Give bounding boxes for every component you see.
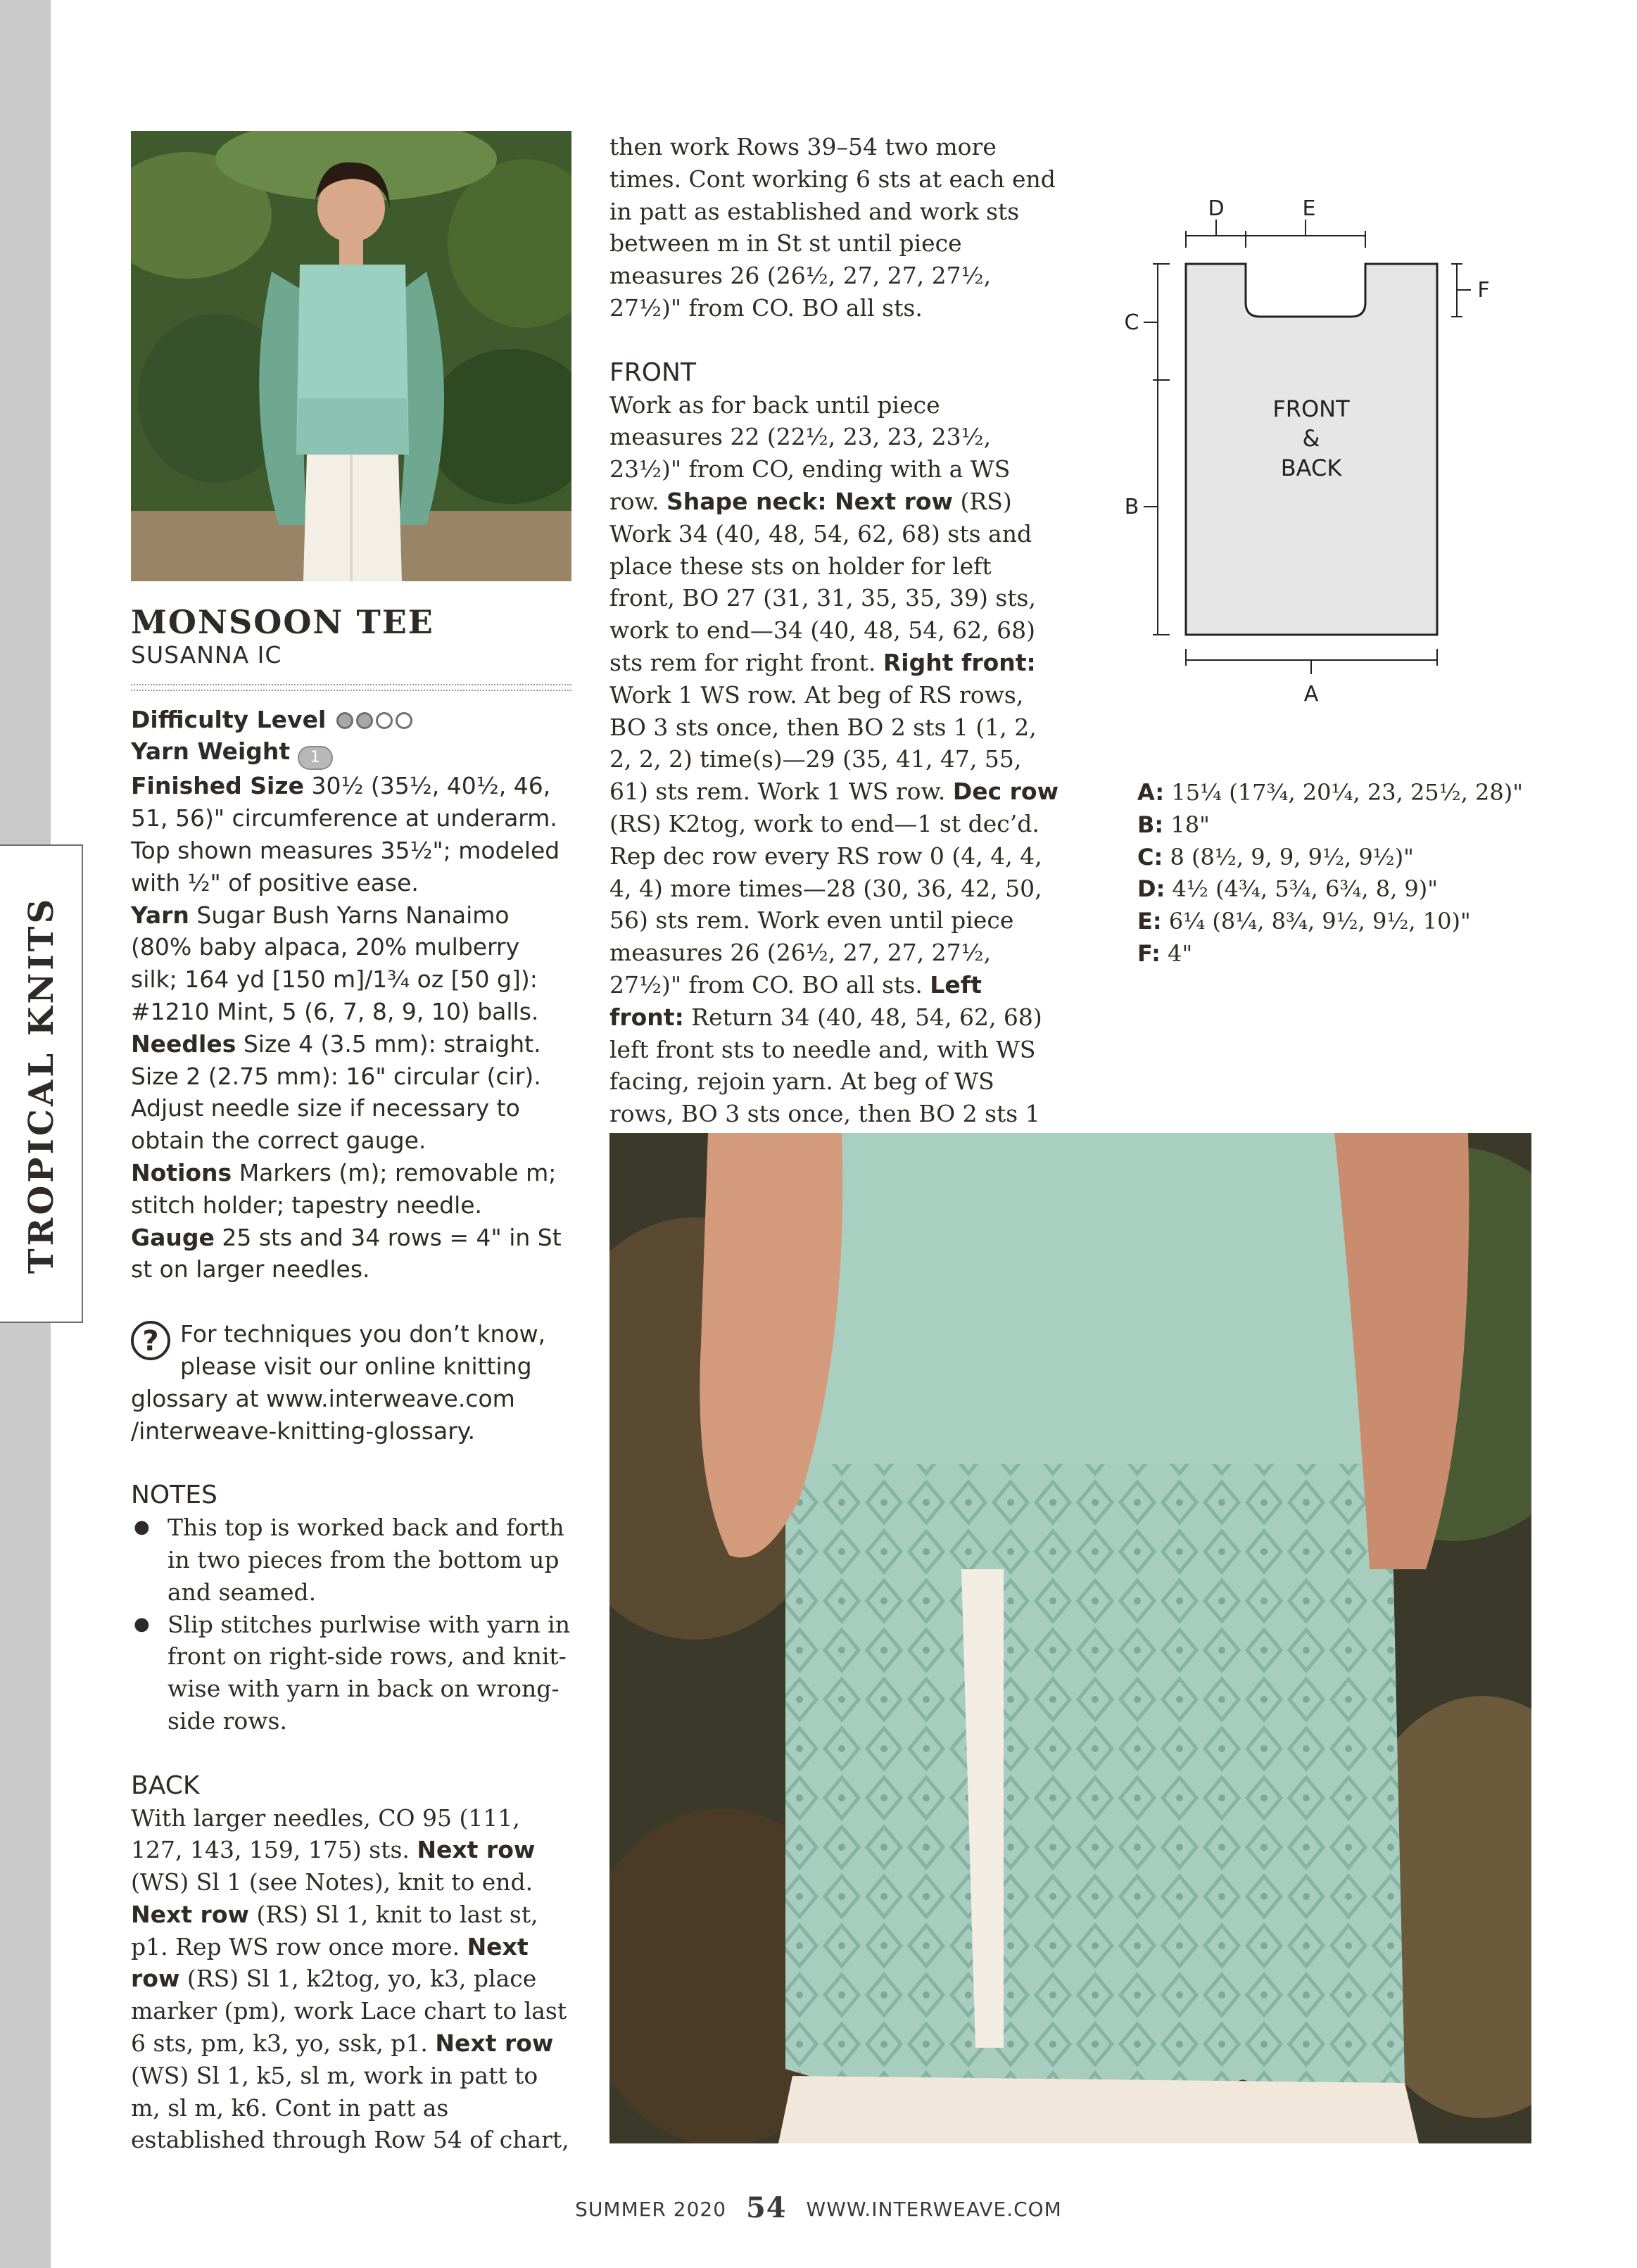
measurement-key: B:: [1137, 811, 1164, 838]
front-bold: Right front:: [883, 648, 1036, 676]
gauge-info: [131, 1222, 571, 1286]
notions-text: Markers (m); removable m; stitch holder; tapestry needle.: [131, 1158, 557, 1219]
difficulty-dots: [334, 706, 412, 733]
back-bold: Next row: [131, 1932, 529, 1993]
section-tab-label: TROPICAL KNITS: [22, 896, 61, 1274]
measurement-key: E:: [1137, 908, 1162, 935]
piece-label-back: BACK: [1280, 455, 1342, 481]
difficulty-label: Difficulty Level: [131, 705, 327, 733]
footer-site: WWW.INTERWEAVE.COM: [806, 2198, 1062, 2221]
section-tab: [0, 844, 83, 1323]
needles-text: Size 4 (3.5 mm): straight. Size 2 (2.75 mm): 16" circular (cir). Adjust needle size if necessary to obtain the correct gauge.: [131, 1030, 541, 1155]
notes-item: ● This top is worked back and forth in two pieces from the bottom up and seamed.: [131, 1512, 571, 1608]
designer-name: SUSANNA IC: [131, 640, 282, 669]
front-text: Return 34 (40, 48, 54, 62, 68) left front sts to needle and, with WS facing, rejoin yarn. At beg of WS rows, BO 3 sts once, then BO 2 sts 1: [609, 1003, 1042, 1128]
back-section: [131, 1770, 571, 2157]
detail-photo: [609, 1133, 1531, 2143]
needles-info: [131, 1028, 571, 1157]
notions-info: [131, 1157, 571, 1222]
back-text: (WS) Sl 1, k5, sl m, work in patt to m, sl m, k6. Cont in patt as established through Row 54 of chart,: [131, 2061, 569, 2154]
label-d: D: [1208, 196, 1225, 221]
yarn-info: [131, 899, 571, 1028]
measurement-row: [1137, 873, 1523, 906]
measurement-key: C:: [1137, 843, 1163, 870]
back-instructions: [131, 1802, 571, 2157]
yarn-weight-label: Yarn Weight: [131, 737, 291, 766]
tip-text: For techniques you don’t know, please visit our online knitting glossary at www.interweave.com /interweave-knitting-glossary.: [131, 1320, 546, 1445]
back-heading: BACK: [131, 1770, 200, 1800]
back-bold: Next row: [131, 1900, 249, 1928]
finished-size-text: 30½ (35½, 40½, 46, 51, 56)" circumference at underarm. Top shown measures 35½"; modeled with ½" of positive ease.: [131, 772, 560, 897]
measurement-value: 4½ (4¾, 5¾, 6¾, 8, 9)": [1165, 875, 1438, 903]
technique-tip: [131, 1318, 571, 1447]
yarn-text: Sugar Bush Yarns Nanaimo (80% baby alpaca, 20% mulberry silk; 164 yd [150 m]/1¾ oz [50 g]): #1210 Mint, 5 (6, 7, 8, 9, 10) balls.: [131, 901, 539, 1025]
front-text: (RS) Work 34 (40, 48, 54, 62, 68) sts and place these sts on holder for left front, BO 27 (31, 31, 35, 35, 39) sts, work to end—34 (40, 48, 54, 62, 68) sts rem for right front.: [609, 487, 1036, 676]
back-text: (RS) Sl 1, k2tog, yo, k3, place marker (pm), work Lace chart to last 6 sts, pm, k3, yo, ssk, p1.: [131, 1965, 567, 2058]
finished-size: [131, 770, 571, 899]
piece-label-front: FRONT: [1272, 395, 1350, 422]
page-number: 54: [745, 2191, 787, 2224]
left-column: [131, 603, 571, 2156]
measurement-row: [1137, 906, 1523, 938]
piece-label-amp: &: [1302, 425, 1320, 452]
label-b: B: [1124, 495, 1139, 519]
notions-label: Notions: [131, 1158, 232, 1186]
detail-photo-illustration: [609, 1133, 1531, 2143]
measurement-value: 18": [1163, 811, 1210, 838]
front-text: Work 1 WS row. At beg of RS rows, BO 3 sts once, then BO 2 sts 1 (1, 2, 2, 2, 2) time(s)—29 (35, 41, 47, 55, 61) sts rem. Work 1 WS row.: [609, 680, 1037, 806]
difficulty-dot-icon: [376, 712, 393, 729]
back-text: With larger needles, CO 95 (111, 127, 143, 159, 175) sts.: [131, 1804, 520, 1864]
back-text: (RS) Sl 1, knit to last st, p1. Rep WS row once more.: [131, 1900, 538, 1960]
front-heading: FRONT: [609, 357, 696, 387]
notes-list: [131, 1512, 571, 1737]
schematic-diagram: [1112, 190, 1492, 725]
model-photo-illustration: [131, 131, 571, 581]
difficulty-row: [131, 704, 571, 736]
question-circle-icon: ?: [131, 1321, 170, 1360]
label-f: F: [1477, 278, 1490, 303]
measurement-row: [1137, 777, 1523, 809]
difficulty-dot-icon: [396, 712, 412, 729]
measurement-key: D:: [1137, 875, 1165, 903]
front-bold: Shape neck: Next row: [666, 487, 954, 515]
back-bold: Next row: [435, 2029, 554, 2058]
footer-issue: SUMMER 2020: [575, 2198, 727, 2221]
front-text: (RS) K2tog, work to end—1 st dec’d. Rep dec row every RS row 0 (4, 4, 4, 4, 4) more times—28 (30, 36, 42, 50, 56) sts rem. Work even until piece measures 26 (26½, 27, 27, 27½, 27½)" from CO. BO all sts.: [609, 809, 1042, 999]
measurement-row: [1137, 809, 1523, 842]
measurement-value: 4": [1160, 939, 1193, 967]
difficulty-dot-icon: [336, 712, 353, 729]
measurement-key: F:: [1137, 939, 1161, 967]
gauge-text: 25 sts and 34 rows = 4" in St st on larger needles.: [131, 1223, 562, 1284]
notes-section: [131, 1479, 571, 1737]
model-photo: [131, 131, 571, 581]
schematic-svg: [1112, 190, 1492, 725]
measurement-key: A:: [1137, 779, 1165, 806]
difficulty-dot-icon: [356, 712, 373, 729]
needles-label: Needles: [131, 1030, 236, 1058]
front-section: [609, 357, 1060, 1195]
middle-column: [609, 131, 1060, 1195]
notes-heading: NOTES: [131, 1481, 217, 1510]
label-a: A: [1303, 682, 1319, 707]
pattern-title: MONSOON TEE: [131, 603, 434, 641]
measurement-value: 15¼ (17¾, 20¼, 23, 25½, 28)": [1164, 779, 1523, 806]
yarn-weight-row: [131, 735, 571, 770]
label-c: C: [1124, 310, 1139, 335]
front-text: Work as for back until piece measures 22 (22½, 23, 23, 23½, 23½)" from CO, ending with a WS row.: [609, 391, 1011, 515]
finished-size-label: Finished Size: [131, 772, 304, 800]
back-bold: Next row: [417, 1836, 536, 1864]
front-bold: Dec row: [952, 778, 1059, 806]
measurements-list: [1137, 777, 1523, 970]
back-text: (WS) Sl 1 (see Notes), knit to end.: [131, 1868, 533, 1896]
page-footer: [0, 2191, 1637, 2224]
measurement-row: [1137, 842, 1523, 874]
gauge-label: Gauge: [131, 1223, 215, 1251]
measurement-row: [1137, 938, 1523, 970]
measurement-value: 8 (8½, 9, 9, 9½, 9½)": [1163, 843, 1414, 870]
measurement-value: 6¼ (8¼, 8¾, 9½, 9½, 10)": [1161, 908, 1471, 935]
yarn-weight-icon: 1: [298, 746, 333, 770]
specs-block: [131, 704, 571, 1286]
front-bold: Left front:: [609, 970, 982, 1031]
front-instructions: [609, 389, 1060, 1195]
yarn-label: Yarn: [131, 901, 189, 929]
label-e: E: [1302, 196, 1316, 221]
title-divider: [131, 684, 571, 691]
notes-item: ● Slip stitches purlwise with yarn in front on right-side rows, and knit-wise with yarn in back on wrong-side rows.: [131, 1609, 571, 1737]
back-continued: then work Rows 39–54 two more times. Cont working 6 sts at each end in patt as established and work sts between m in St st until piece measures 26 (26½, 27, 27, 27½, 27½)" from CO. BO all sts.: [609, 133, 1056, 322]
